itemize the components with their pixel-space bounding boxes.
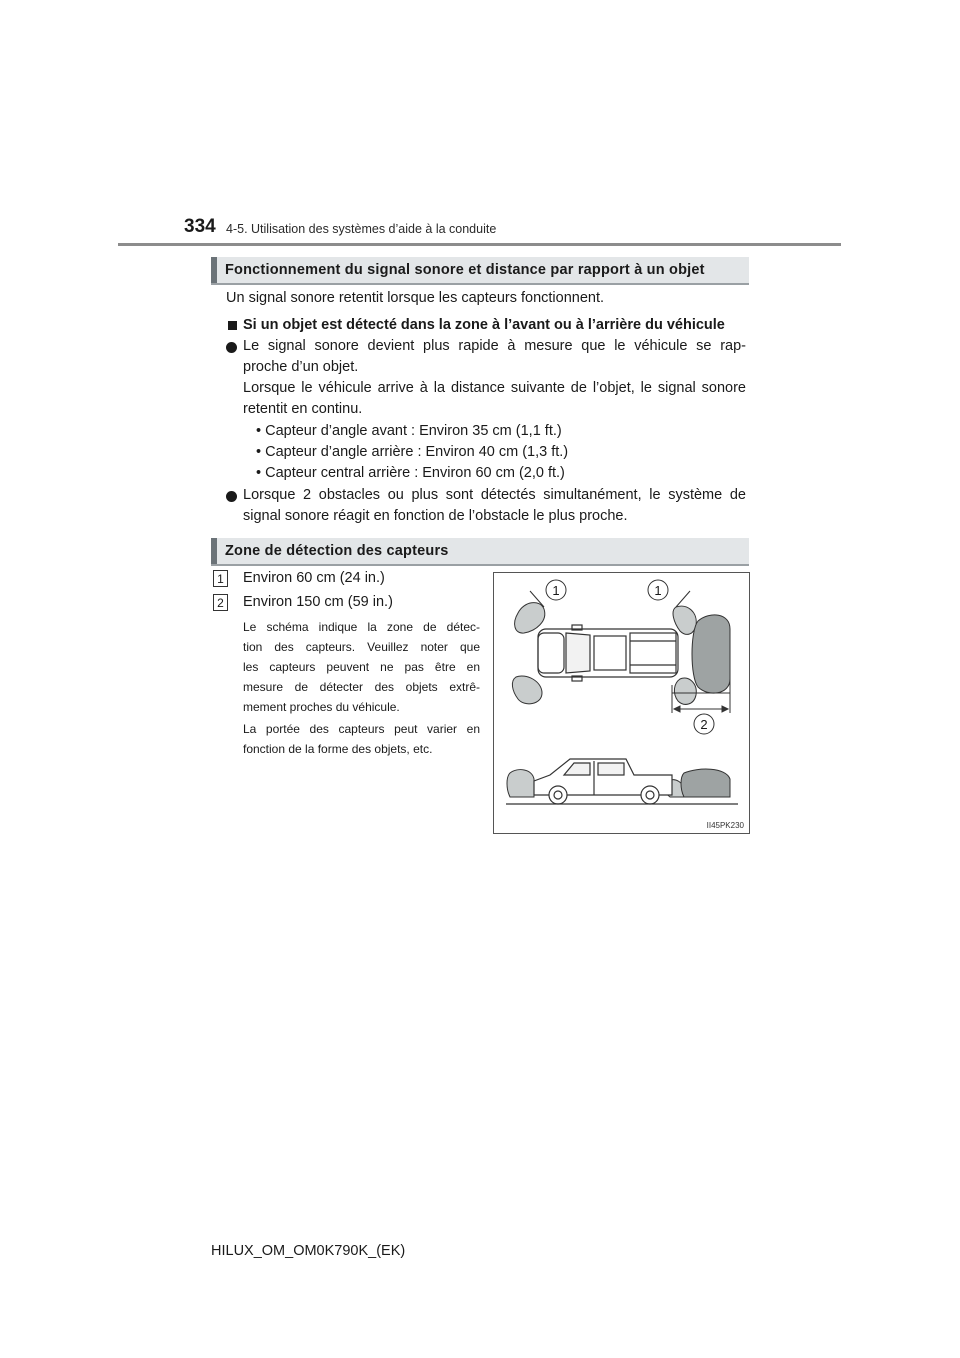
subheading: Si un objet est détecté dans la zone à l’avant ou à l’arrière du véhicule [243, 317, 725, 333]
figure-label: 1 [654, 583, 662, 598]
legend-number: 2 [213, 594, 228, 611]
note-line: mement proches du véhicule. [243, 700, 400, 714]
bullet1-line4: retentit en continu. [243, 401, 363, 417]
figure-label: 2 [700, 717, 708, 732]
bullet1-line3: Lorsque le véhicule arrive à la distance suivante de l’objet, le signal sonore [243, 380, 746, 396]
distance-item: • Capteur d’angle avant : Environ 35 cm (1,1 ft.) [256, 423, 562, 439]
chapter-title: 4-5. Utilisation des systèmes d’aide à la conduite [226, 222, 497, 236]
section-marker [211, 538, 217, 564]
note-line: Le schéma indique la zone de détec- [243, 620, 480, 634]
side-front-zone [507, 770, 534, 797]
front-right-zone [512, 676, 542, 704]
distance-item: • Capteur central arrière : Environ 60 cm (2,0 ft.) [256, 465, 565, 481]
note-line: fonction de la forme des objets, etc. [243, 742, 433, 756]
rear-corner-zone-top [673, 606, 696, 634]
figure-code: II45PK230 [706, 821, 744, 830]
truck-side-view [534, 759, 672, 804]
note-line: tion des capteurs. Veuillez noter que [243, 640, 480, 654]
legend-text: Environ 60 cm (24 in.) [243, 570, 385, 586]
legend-text: Environ 150 cm (59 in.) [243, 594, 393, 610]
section-marker [211, 257, 217, 283]
rear-corner-zone-bottom [674, 678, 696, 704]
bullet1-line2: proche d’un objet. [243, 359, 359, 375]
bullet1-line1: Le signal sonore devient plus rapide à mesure que le véhicule se rap- [243, 338, 746, 354]
legend-number: 1 [213, 570, 228, 587]
distance-item: • Capteur d’angle arrière : Environ 40 cm (1,3 ft.) [256, 444, 569, 460]
sensor-diagram [494, 573, 749, 833]
front-left-zone [515, 603, 545, 633]
bullet-dot-icon [226, 491, 237, 502]
footer-document-code: HILUX_OM_OM0K790K_(EK) [211, 1243, 406, 1259]
truck-top-view [538, 625, 678, 681]
intro-text: Un signal sonore retentit lorsque les capteurs fonctionnent. [226, 290, 605, 306]
bullet-dot-icon [226, 342, 237, 353]
figure-label: 1 [552, 583, 560, 598]
note-line: mesure de détecter des objets extrê- [243, 680, 480, 694]
bullet2-line2: signal sonore réagit en fonction de l’obstacle le plus proche. [243, 508, 628, 524]
rear-center-zone [692, 615, 730, 693]
square-bullet-icon [228, 321, 237, 330]
page-number: 334 [184, 216, 216, 237]
sensor-zone-figure [493, 572, 750, 834]
bullet2-line1: Lorsque 2 obstacles ou plus sont détectés simultanément, le système de [243, 487, 746, 503]
section-title: Zone de détection des capteurs [225, 543, 449, 559]
note-line: les capteurs peuvent ne pas être en [243, 660, 480, 674]
section-title: Fonctionnement du signal sonore et distance par rapport à un objet [225, 262, 705, 278]
side-rear-zone-large [681, 769, 730, 797]
header-divider [118, 243, 841, 246]
section-heading-signal [211, 257, 749, 285]
note-line: La portée des capteurs peut varier en [243, 722, 480, 736]
section-heading-zone [211, 538, 749, 566]
